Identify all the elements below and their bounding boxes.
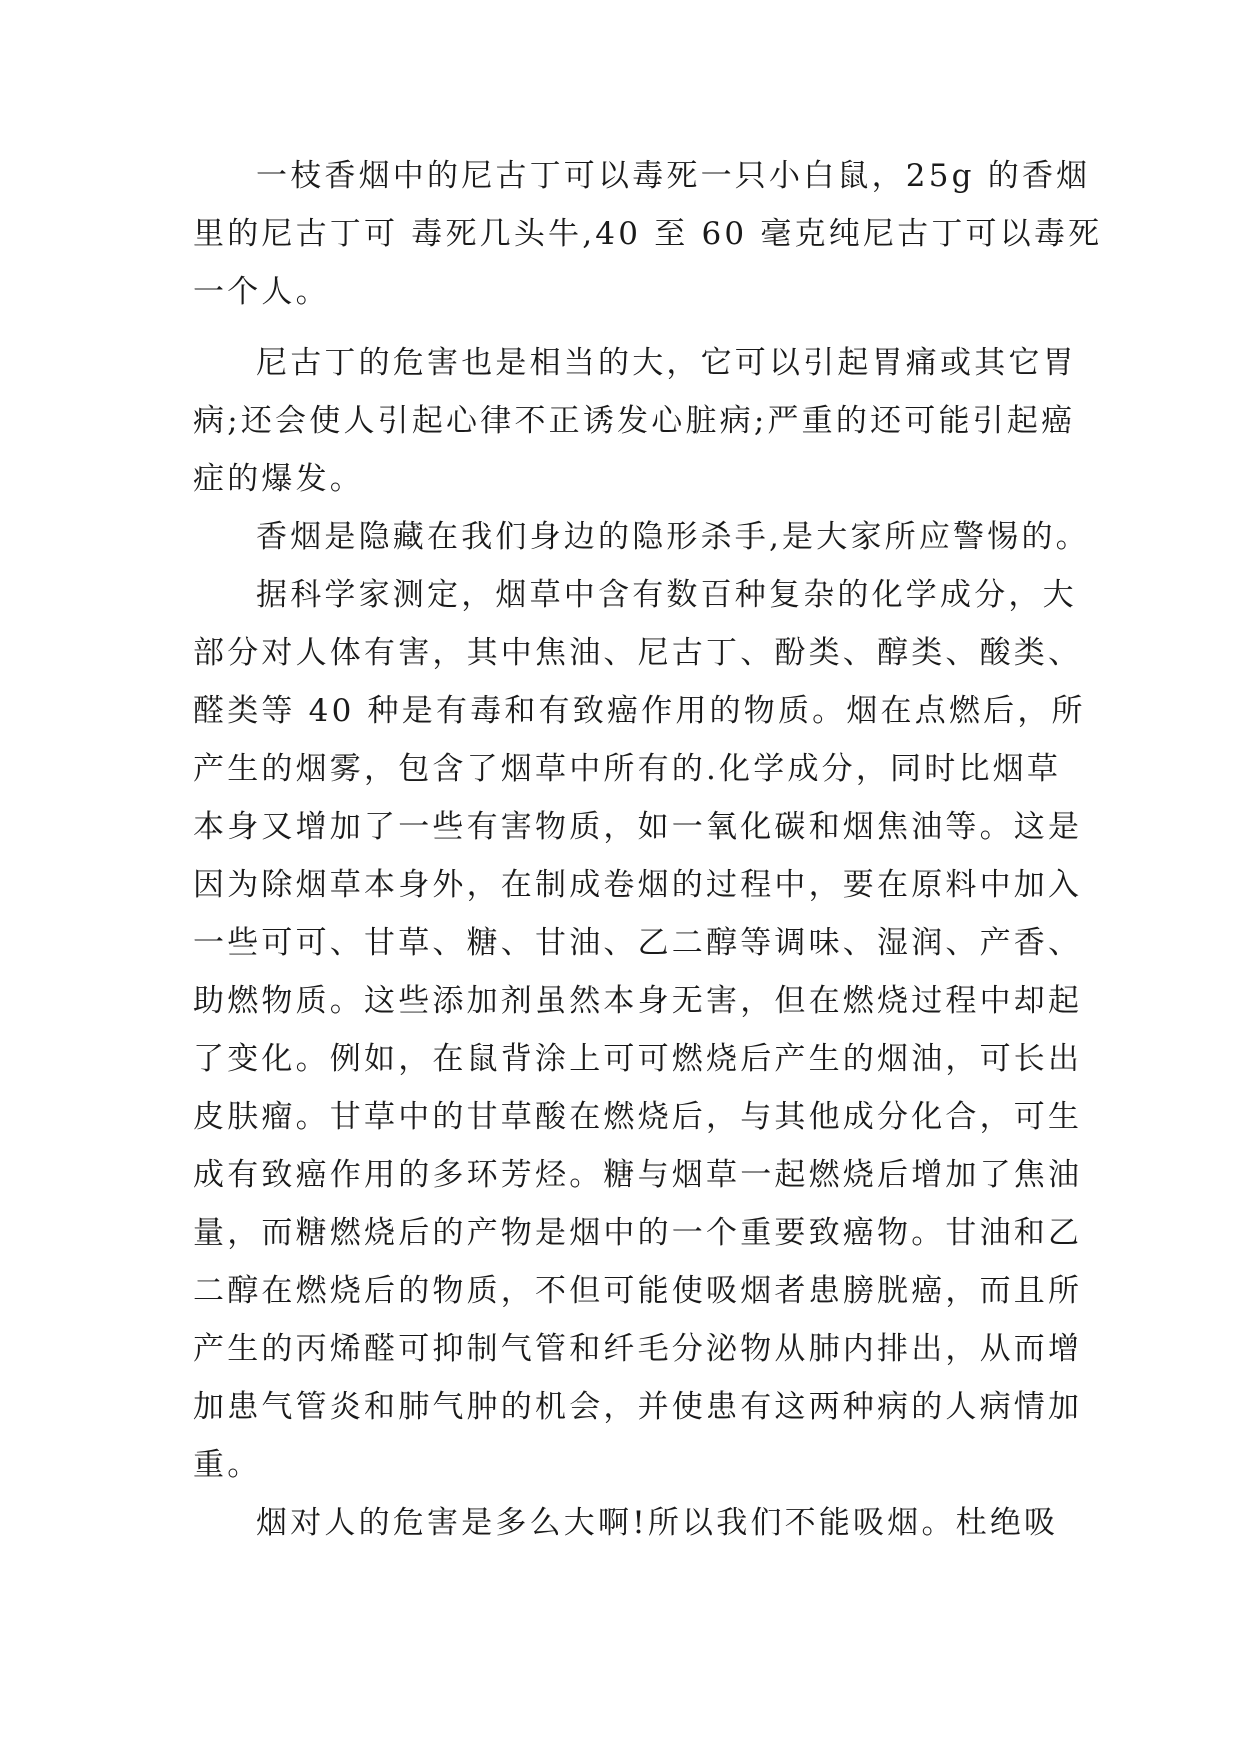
text-line: 本身又增加了一些有害物质，如一氧化碳和烟焦油等。这是 [193, 809, 1083, 845]
text-line: 一些可可、甘草、糖、甘油、乙二醇等调味、湿润、产香、 [193, 925, 1083, 961]
text-line: 产生的丙烯醛可抑制气管和纤毛分泌物从肺内排出，从而增 [193, 1331, 1083, 1367]
text-line: 重。 [193, 1447, 262, 1483]
text-line: 一个人。 [193, 274, 330, 310]
text-line: 产生的烟雾，包含了烟草中所有的.化学成分，同时比烟草 [193, 751, 1062, 787]
text-line: 据科学家测定，烟草中含有数百种复杂的化学成分，大 [256, 577, 1077, 613]
text-line: 症的爆发。 [193, 461, 364, 497]
text-line: 一枝香烟中的尼古丁可以毒死一只小白鼠，25g 的香烟 [256, 158, 1091, 194]
text-line: 成有致癌作用的多环芳烃。糖与烟草一起燃烧后增加了焦油 [193, 1157, 1083, 1193]
text-line: 烟对人的危害是多么大啊!所以我们不能吸烟。杜绝吸 [256, 1505, 1059, 1541]
text-line: 皮肤瘤。甘草中的甘草酸在燃烧后，与其他成分化合，可生 [193, 1099, 1083, 1135]
text-line: 醛类等 40 种是有毒和有致癌作用的物质。烟在点燃后，所 [193, 693, 1086, 729]
text-line: 病;还会使人引起心律不正诱发心脏病;严重的还可能引起癌 [193, 403, 1076, 439]
text-line: 因为除烟草本身外，在制成卷烟的过程中，要在原料中加入 [193, 867, 1083, 903]
text-line: 二醇在燃烧后的物质，不但可能使吸烟者患膀胱癌，而且所 [193, 1273, 1083, 1309]
text-line: 量，而糖燃烧后的产物是烟中的一个重要致癌物。甘油和乙 [193, 1215, 1083, 1251]
text-line: 了变化。例如，在鼠背涂上可可燃烧后产生的烟油，可长出 [193, 1041, 1083, 1077]
text-line: 加患气管炎和肺气肿的机会，并使患有这两种病的人病情加 [193, 1389, 1083, 1425]
text-line: 部分对人体有害，其中焦油、尼古丁、酚类、醇类、酸类、 [193, 635, 1083, 671]
text-line: 里的尼古丁可 毒死几头牛,40 至 60 毫克纯尼古丁可以毒死 [193, 216, 1103, 252]
text-line: 香烟是隐藏在我们身边的隐形杀手,是大家所应警惕的。 [256, 519, 1090, 555]
text-line: 尼古丁的危害也是相当的大，它可以引起胃痛或其它胃 [256, 345, 1077, 381]
text-line: 助燃物质。这些添加剂虽然本身无害，但在燃烧过程中却起 [193, 983, 1083, 1019]
